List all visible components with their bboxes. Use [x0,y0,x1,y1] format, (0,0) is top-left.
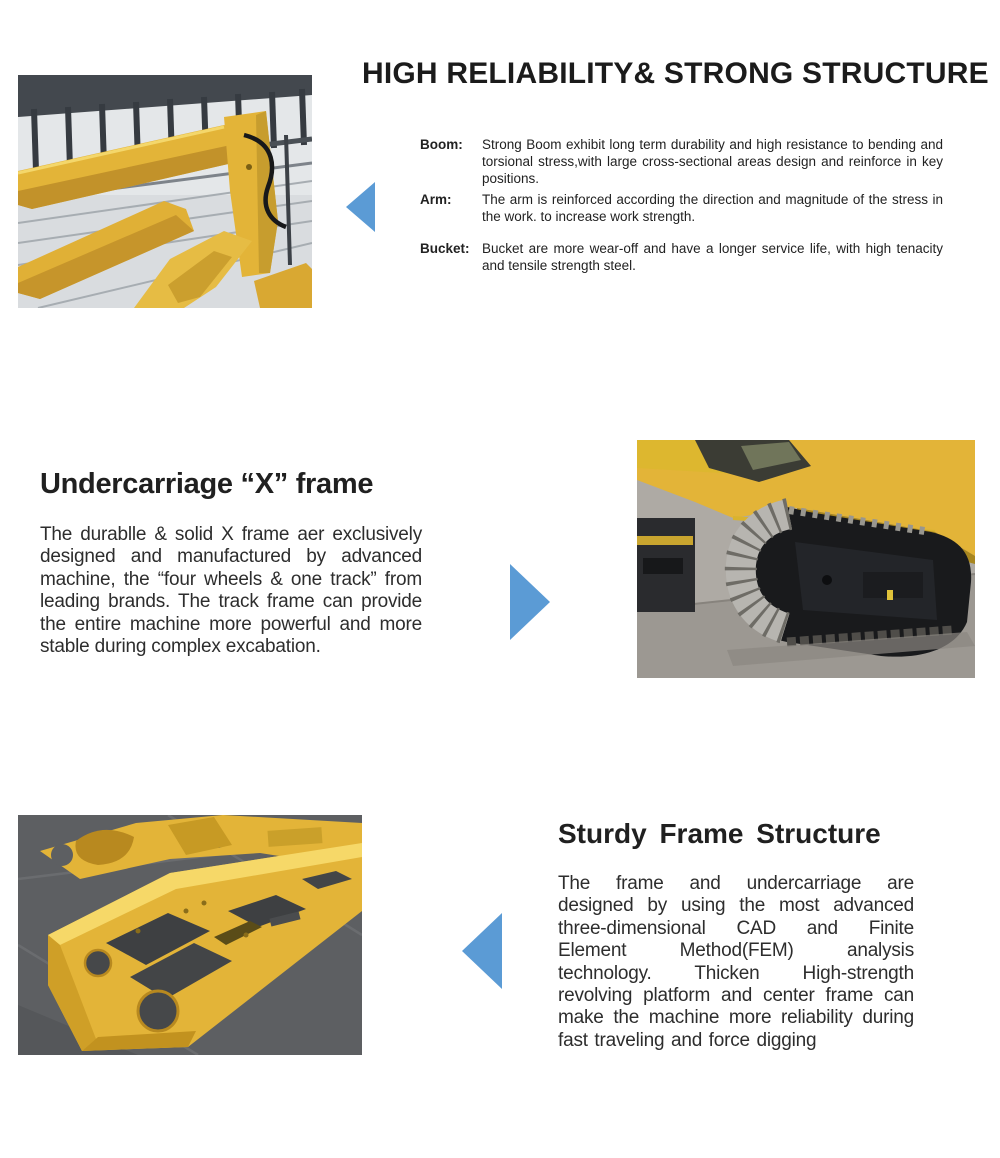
spec-text-bucket: Bucket are more wear-off and have a longer service life, with high tenacity and tensile strength steel. [482,241,943,273]
spec-text-arm: The arm is reinforced according the direction and magnitude of the stress in the work. to increase work strength. [482,192,943,224]
undercarriage-paragraph: The durablle & solid X frame aer exclusively designed and manufactured by advanced machine, the “four wheels & one track” from leading brands. The track frame can provide the entire machine more powerful and more stable during complex excabation. [40,524,422,658]
frame-photo [18,815,362,1055]
spec-label-arm: Arm: [420,192,452,207]
page-title: HIGH RELIABILITY& STRONG STRUCTURE [362,57,989,90]
factory-booms-illustration [18,75,312,308]
boom-factory-photo [18,75,312,308]
undercarriage-heading: Undercarriage “X” frame [40,468,374,500]
spec-list [420,136,995,274]
arrow-left-icon [346,182,375,232]
spec-row-bucket [420,240,995,274]
frame-illustration [18,815,362,1055]
undercarriage-photo [637,440,975,678]
undercarriage-illustration [637,440,975,678]
spec-row-arm [420,191,995,225]
frame-paragraph: The frame and undercarriage are designed by using the most advanced three-dimensional CAD and Finite Element Method(FEM) analysis technology. Thicken High-strength revolving platform and center frame can make the machine more reliability during fast traveling and force digging [558,873,914,1051]
spec-text-boom: Strong Boom exhibit long term durability and high resistance to bending and torsional stress,with large cross-sectional areas design and reinforce in key positions. [482,137,943,186]
spec-label-bucket: Bucket: [420,241,470,256]
spec-label-boom: Boom: [420,137,463,152]
frame-heading: Sturdy Frame Structure [558,818,881,849]
spec-row-boom [420,136,995,187]
arrow-left-icon [462,913,502,989]
arrow-right-icon [510,564,550,640]
